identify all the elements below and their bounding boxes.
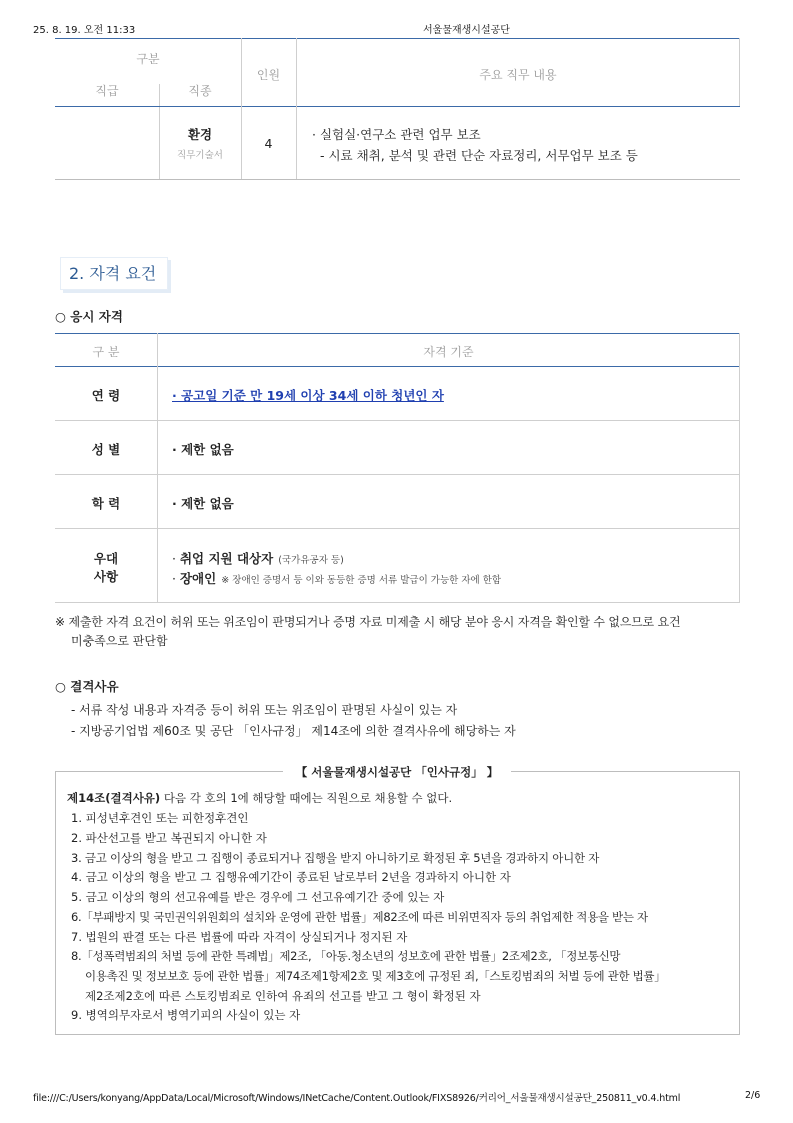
disqualification-heading: ○ 결격사유 (55, 679, 119, 694)
regulation-item: 9. 병역의무자로서 병역기피의 사실이 있는 자 (71, 1008, 301, 1022)
regulation-item: 3. 금고 이상의 형을 받고 그 집행이 종료되거나 집행을 받지 아니하기로 확정된 후 5년을 경과하지 아니한 자 (71, 851, 600, 865)
header-rank: 직급 (95, 84, 119, 98)
disqualification-item-2: - 지방공기업법 제60조 및 공단 「인사규정」 제14조에 의한 결격사유에 해당하는 자 (71, 724, 516, 738)
print-page-number: 2/6 (745, 1090, 761, 1101)
regulation-item: 6.「부패방지 및 국민권익위원회의 설치와 운영에 관한 법률」제82조에 따른 비위면직자 등의 취업제한 적용을 받는 자 (71, 910, 648, 924)
header-category: 구 분 (92, 345, 120, 359)
row-gender-label: 성 별 (91, 442, 121, 457)
regulation-article: 제14조(결격사유) (67, 791, 161, 805)
cell-count: 4 (264, 136, 273, 151)
cell-duty-2: - 시료 채취, 분석 및 관련 단순 자료정리, 서무업무 보조 등 (320, 148, 638, 163)
row-pref-line-2 (172, 568, 501, 587)
regulation-item-cont: 이용촉진 및 정보보호 등에 관한 법률」제74조제1항제2호 및 제3호에 규정된 죄,「스토킹범죄의 처벌 등에 관한 법률」 (85, 969, 666, 983)
disqualification-item-1: - 서류 작성 내용과 자격증 등이 허위 또는 위조임이 판명된 사실이 있는 자 (71, 703, 458, 717)
header-group: 구분 (136, 52, 160, 66)
print-datetime: 25. 8. 19. 오전 11:33 (33, 25, 136, 36)
table-border-bottom (55, 602, 740, 603)
table-header-separator-right (296, 106, 740, 107)
regulation-item: 5. 금고 이상의 형의 선고유예를 받은 경우에 그 선고유예기간 중에 있는 자 (71, 890, 445, 904)
pref-employment-note: (국가유공자 등) (278, 555, 344, 566)
col-divider (159, 107, 160, 179)
col-divider (241, 38, 242, 179)
regulation-item: 8.「성폭력범죄의 처벌 등에 관한 특례법」제2조, 「아동.청소년의 성보호에 관한 법률」2조제2호, 「정보통신망 (71, 949, 621, 963)
row-pref-label-2: 사항 (93, 569, 119, 584)
col-divider (739, 333, 740, 602)
pref-employment-support: 취업 지원 대상자 (179, 551, 274, 566)
cell-job-sub: 직무기술서 (177, 150, 223, 161)
regulation-item: 4. 금고 이상의 형을 받고 그 집행유예기간이 종료된 날로부터 2년을 경과하지 아니한 자 (71, 870, 511, 884)
header-criteria: 자격 기준 (423, 345, 474, 359)
duty-table (55, 38, 740, 180)
bullet: · (172, 551, 180, 566)
row-education-value: · 제한 없음 (172, 496, 234, 511)
section-title: 2. 자격 요건 (60, 257, 168, 290)
print-doc-title: 서울물재생시설공단 (423, 25, 510, 36)
col-divider (296, 38, 297, 179)
row-age-label: 연 령 (91, 388, 121, 403)
pref-disabled: 장애인 (179, 571, 217, 586)
eligibility-note-2: 미충족으로 판단함 (71, 634, 168, 648)
regulation-item: 2. 파산선고를 받고 복권되지 아니한 자 (71, 831, 267, 845)
print-file-path: file:///C:/Users/konyang/AppData/Local/Microsoft/Windows/INetCache/Content.Outlook/FIXS8926/커리어_서울물재생시설공단_250811_v0.4.html (33, 1093, 681, 1104)
table-border-bottom (55, 179, 740, 180)
regulation-intro (67, 790, 452, 806)
header-job: 직종 (188, 84, 212, 98)
bullet: · (172, 571, 180, 586)
row-age-value: · 공고일 기준 만 19세 이상 34세 이하 청년인 자 (172, 388, 444, 403)
eligibility-heading: ○ 응시 자격 (55, 309, 123, 324)
row-gender-value: · 제한 없음 (172, 442, 234, 457)
row-pref-line-1 (172, 548, 344, 567)
row-education-label: 학 력 (91, 496, 121, 511)
row-pref-label-1: 우대 (93, 551, 119, 566)
pref-disabled-note: ※ 장애인 증명서 등 이와 동등한 증명 서류 발급이 가능한 자에 한함 (221, 575, 502, 586)
cell-job: 환경 (187, 127, 213, 142)
regulation-intro-text: 다음 각 호의 1에 해당할 때에는 직원으로 채용할 수 없다. (160, 791, 453, 805)
regulation-item-cont: 제2조제2호에 따른 스토킹범죄로 인하여 유죄의 선고를 받고 그 형이 확정된 자 (85, 989, 481, 1003)
table-header-separator (55, 106, 296, 107)
cell-duty-1: · 실험실·연구소 관련 업무 보조 (312, 127, 481, 142)
header-count: 인원 (256, 68, 281, 82)
qualification-table (55, 333, 740, 603)
regulation-box-title: 【 서울물재생시설공단 「인사규정」 】 (283, 764, 511, 780)
regulation-item: 1. 피성년후견인 또는 피한정후견인 (71, 811, 249, 825)
eligibility-note-1: ※ 제출한 자격 요건이 허위 또는 위조임이 판명되거나 증명 자료 미제출 시 해당 분야 응시 자격을 확인할 수 없으므로 요건 (55, 615, 681, 629)
regulation-item: 7. 법원의 판결 또는 다른 법률에 따라 자격이 상실되거나 정지된 자 (71, 930, 408, 944)
col-divider (157, 333, 158, 602)
header-duties: 주요 직무 내용 (479, 68, 557, 82)
table-border-top (55, 38, 740, 39)
